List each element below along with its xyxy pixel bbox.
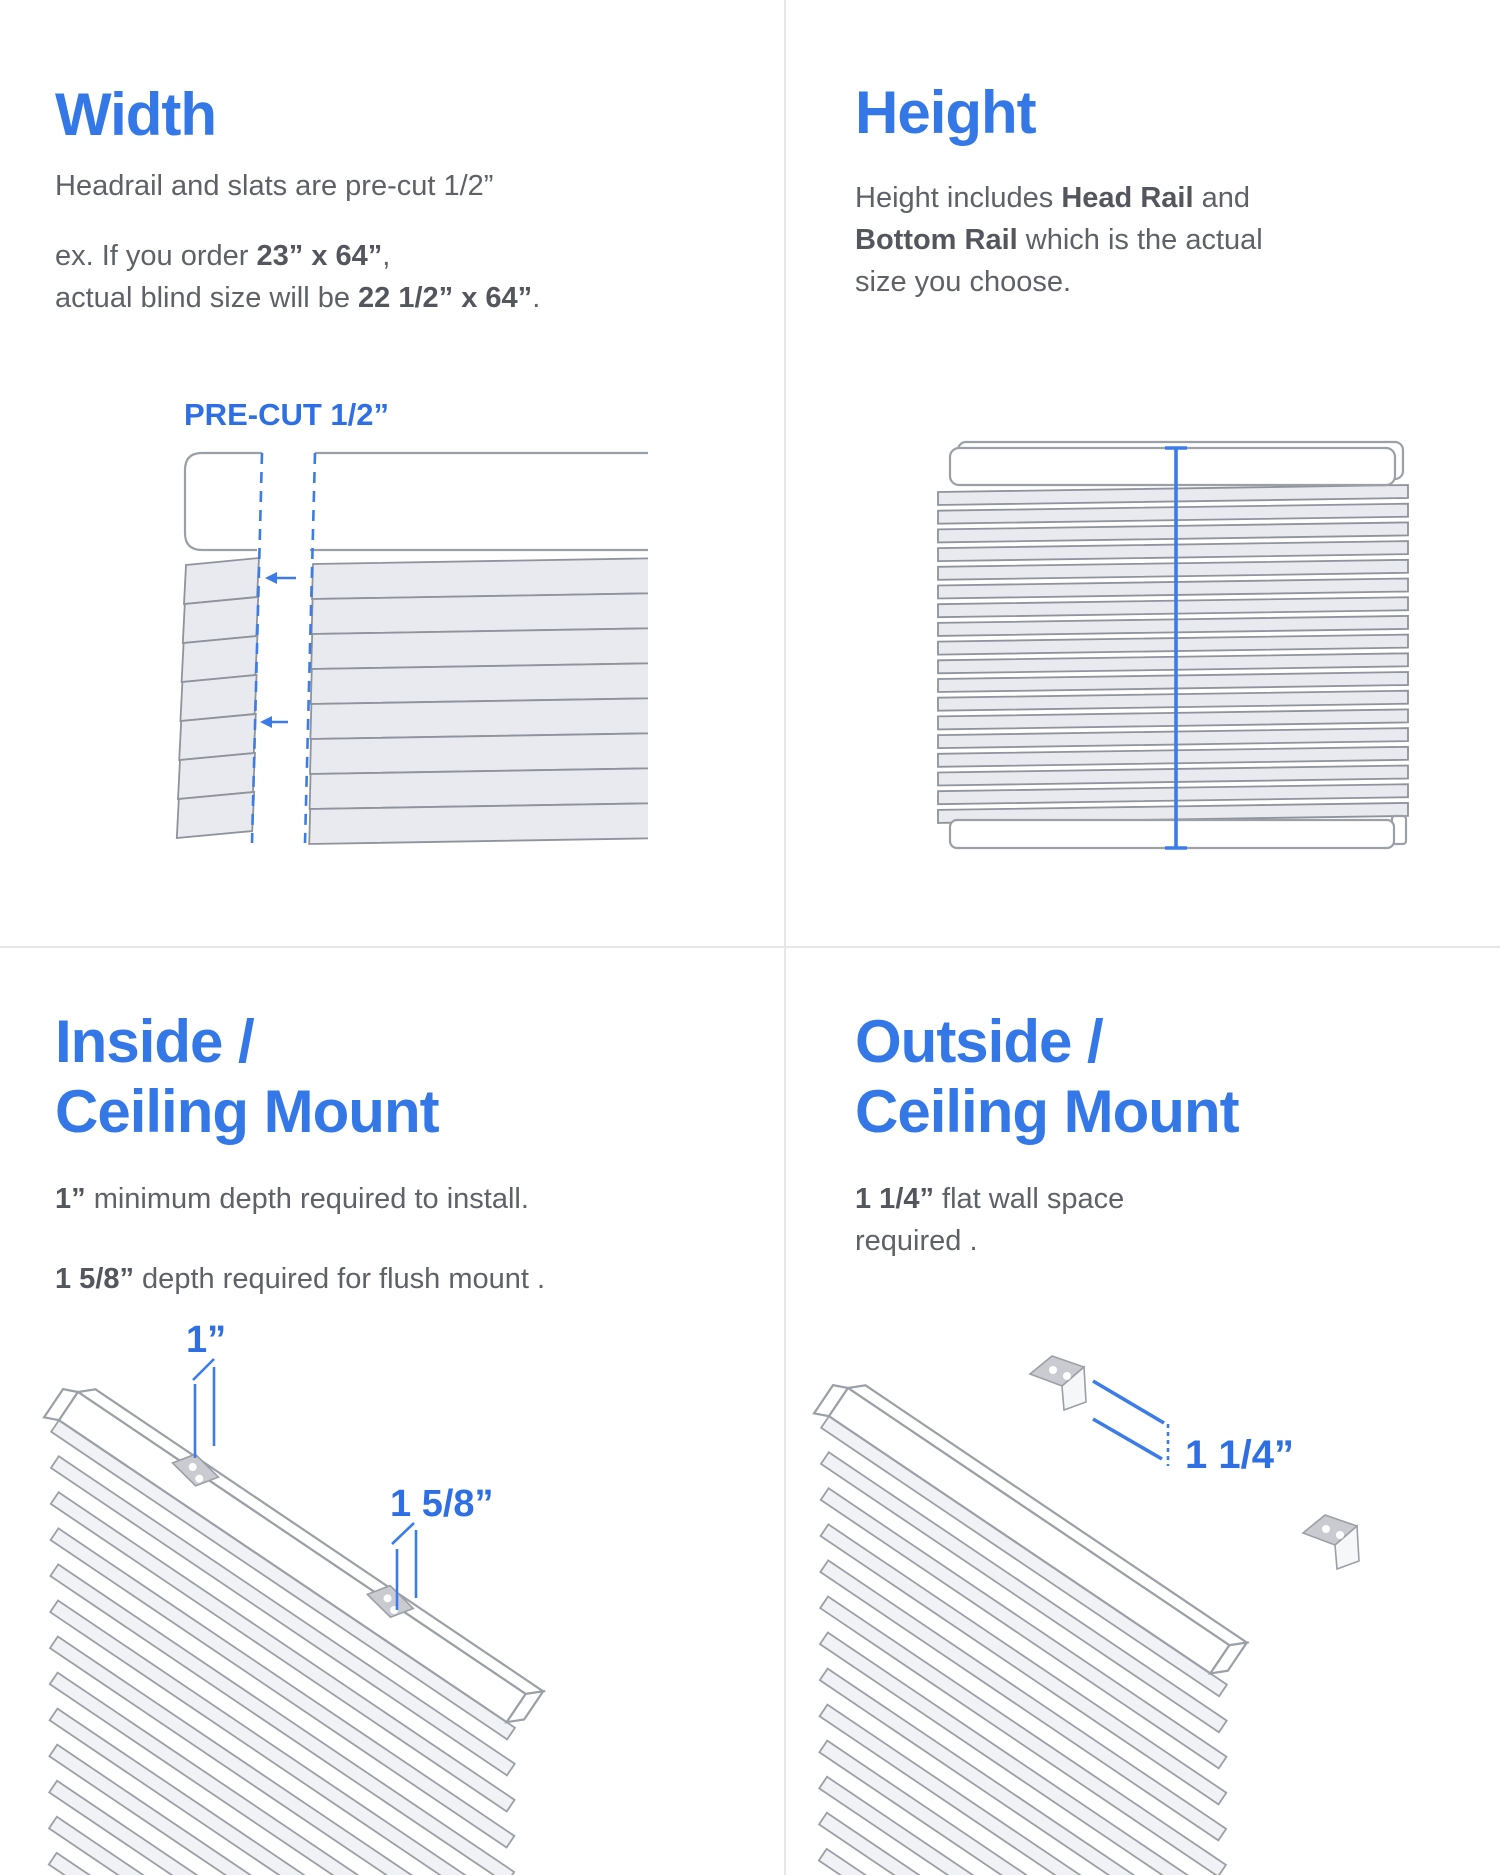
slat bbox=[938, 709, 1408, 729]
slat bbox=[312, 593, 648, 634]
slat bbox=[310, 768, 648, 809]
head-rail bbox=[950, 448, 1395, 485]
depth-label-2: 1 5/8” bbox=[390, 1483, 494, 1525]
wall-bracket-1 bbox=[1030, 1356, 1086, 1410]
blind-slats bbox=[309, 558, 648, 844]
slat bbox=[821, 1524, 1227, 1804]
blind-slats bbox=[938, 485, 1408, 823]
wall-space-measure bbox=[1093, 1381, 1168, 1466]
width-diagram bbox=[140, 385, 648, 865]
cut-arrow-bottom bbox=[260, 716, 288, 728]
height-paragraph: Height includes Head Rail and Bottom Rail which is the actual size you choose. bbox=[855, 182, 1263, 298]
slat bbox=[938, 597, 1408, 617]
headrail-left-piece bbox=[185, 453, 262, 550]
slat bbox=[312, 558, 648, 599]
slat bbox=[177, 792, 254, 838]
slat bbox=[938, 522, 1408, 542]
slat bbox=[938, 635, 1408, 655]
width-paragraph-1: Headrail and slats are pre-cut 1/2” bbox=[55, 170, 494, 202]
slat bbox=[938, 728, 1408, 748]
slat bbox=[938, 784, 1408, 804]
slat bbox=[938, 504, 1408, 524]
slat bbox=[938, 485, 1408, 505]
inside-mount-diagram bbox=[40, 1280, 750, 1875]
width-section bbox=[0, 0, 785, 947]
headrail-top-face bbox=[78, 1382, 543, 1701]
slat bbox=[309, 803, 648, 844]
slat bbox=[310, 698, 648, 739]
slat bbox=[821, 1416, 1227, 1696]
outside-paragraph-1: 1 1/4” flat wall space required . bbox=[855, 1183, 1125, 1257]
height-diagram bbox=[880, 430, 1440, 870]
blind-slats bbox=[40, 1420, 731, 1875]
slat bbox=[938, 766, 1408, 786]
outside-mount-title: Outside / Ceiling Mount bbox=[855, 1008, 1239, 1145]
inside-mount-title: Inside / Ceiling Mount bbox=[55, 1008, 439, 1145]
inside-paragraph-1: 1” minimum depth required to install. bbox=[55, 1183, 529, 1215]
width-title: Width bbox=[55, 81, 217, 148]
cut-arrow-top bbox=[265, 572, 296, 584]
wall-bracket-2 bbox=[1303, 1515, 1359, 1569]
slat bbox=[938, 616, 1408, 636]
wall-space-label: 1 1/4” bbox=[1185, 1433, 1294, 1477]
depth-label-1: 1” bbox=[186, 1319, 227, 1361]
cut-off-slats bbox=[177, 558, 259, 838]
inside-paragraph-2: 1 5/8” depth required for flush mount . bbox=[55, 1263, 546, 1295]
slat bbox=[938, 653, 1408, 673]
precut-label: PRE-CUT 1/2” bbox=[184, 397, 389, 432]
slat bbox=[938, 747, 1408, 767]
bottom-rail bbox=[950, 820, 1394, 848]
slat bbox=[938, 691, 1408, 711]
slat bbox=[938, 560, 1408, 580]
slat bbox=[311, 663, 648, 704]
height-title: Height bbox=[855, 79, 1036, 146]
slat bbox=[50, 1673, 514, 1875]
slat bbox=[938, 672, 1408, 692]
width-paragraph-2: ex. If you order 23” x 64”, actual blind size will be 22 1/2” x 64”. bbox=[55, 240, 541, 314]
blind-slats bbox=[790, 1416, 1442, 1875]
slat bbox=[938, 541, 1408, 561]
slat bbox=[310, 733, 648, 774]
height-section bbox=[785, 0, 1500, 947]
outside-mount-diagram bbox=[790, 1280, 1500, 1875]
slat bbox=[938, 579, 1408, 599]
depth-leader-1 bbox=[193, 1359, 214, 1458]
slat bbox=[311, 628, 648, 669]
